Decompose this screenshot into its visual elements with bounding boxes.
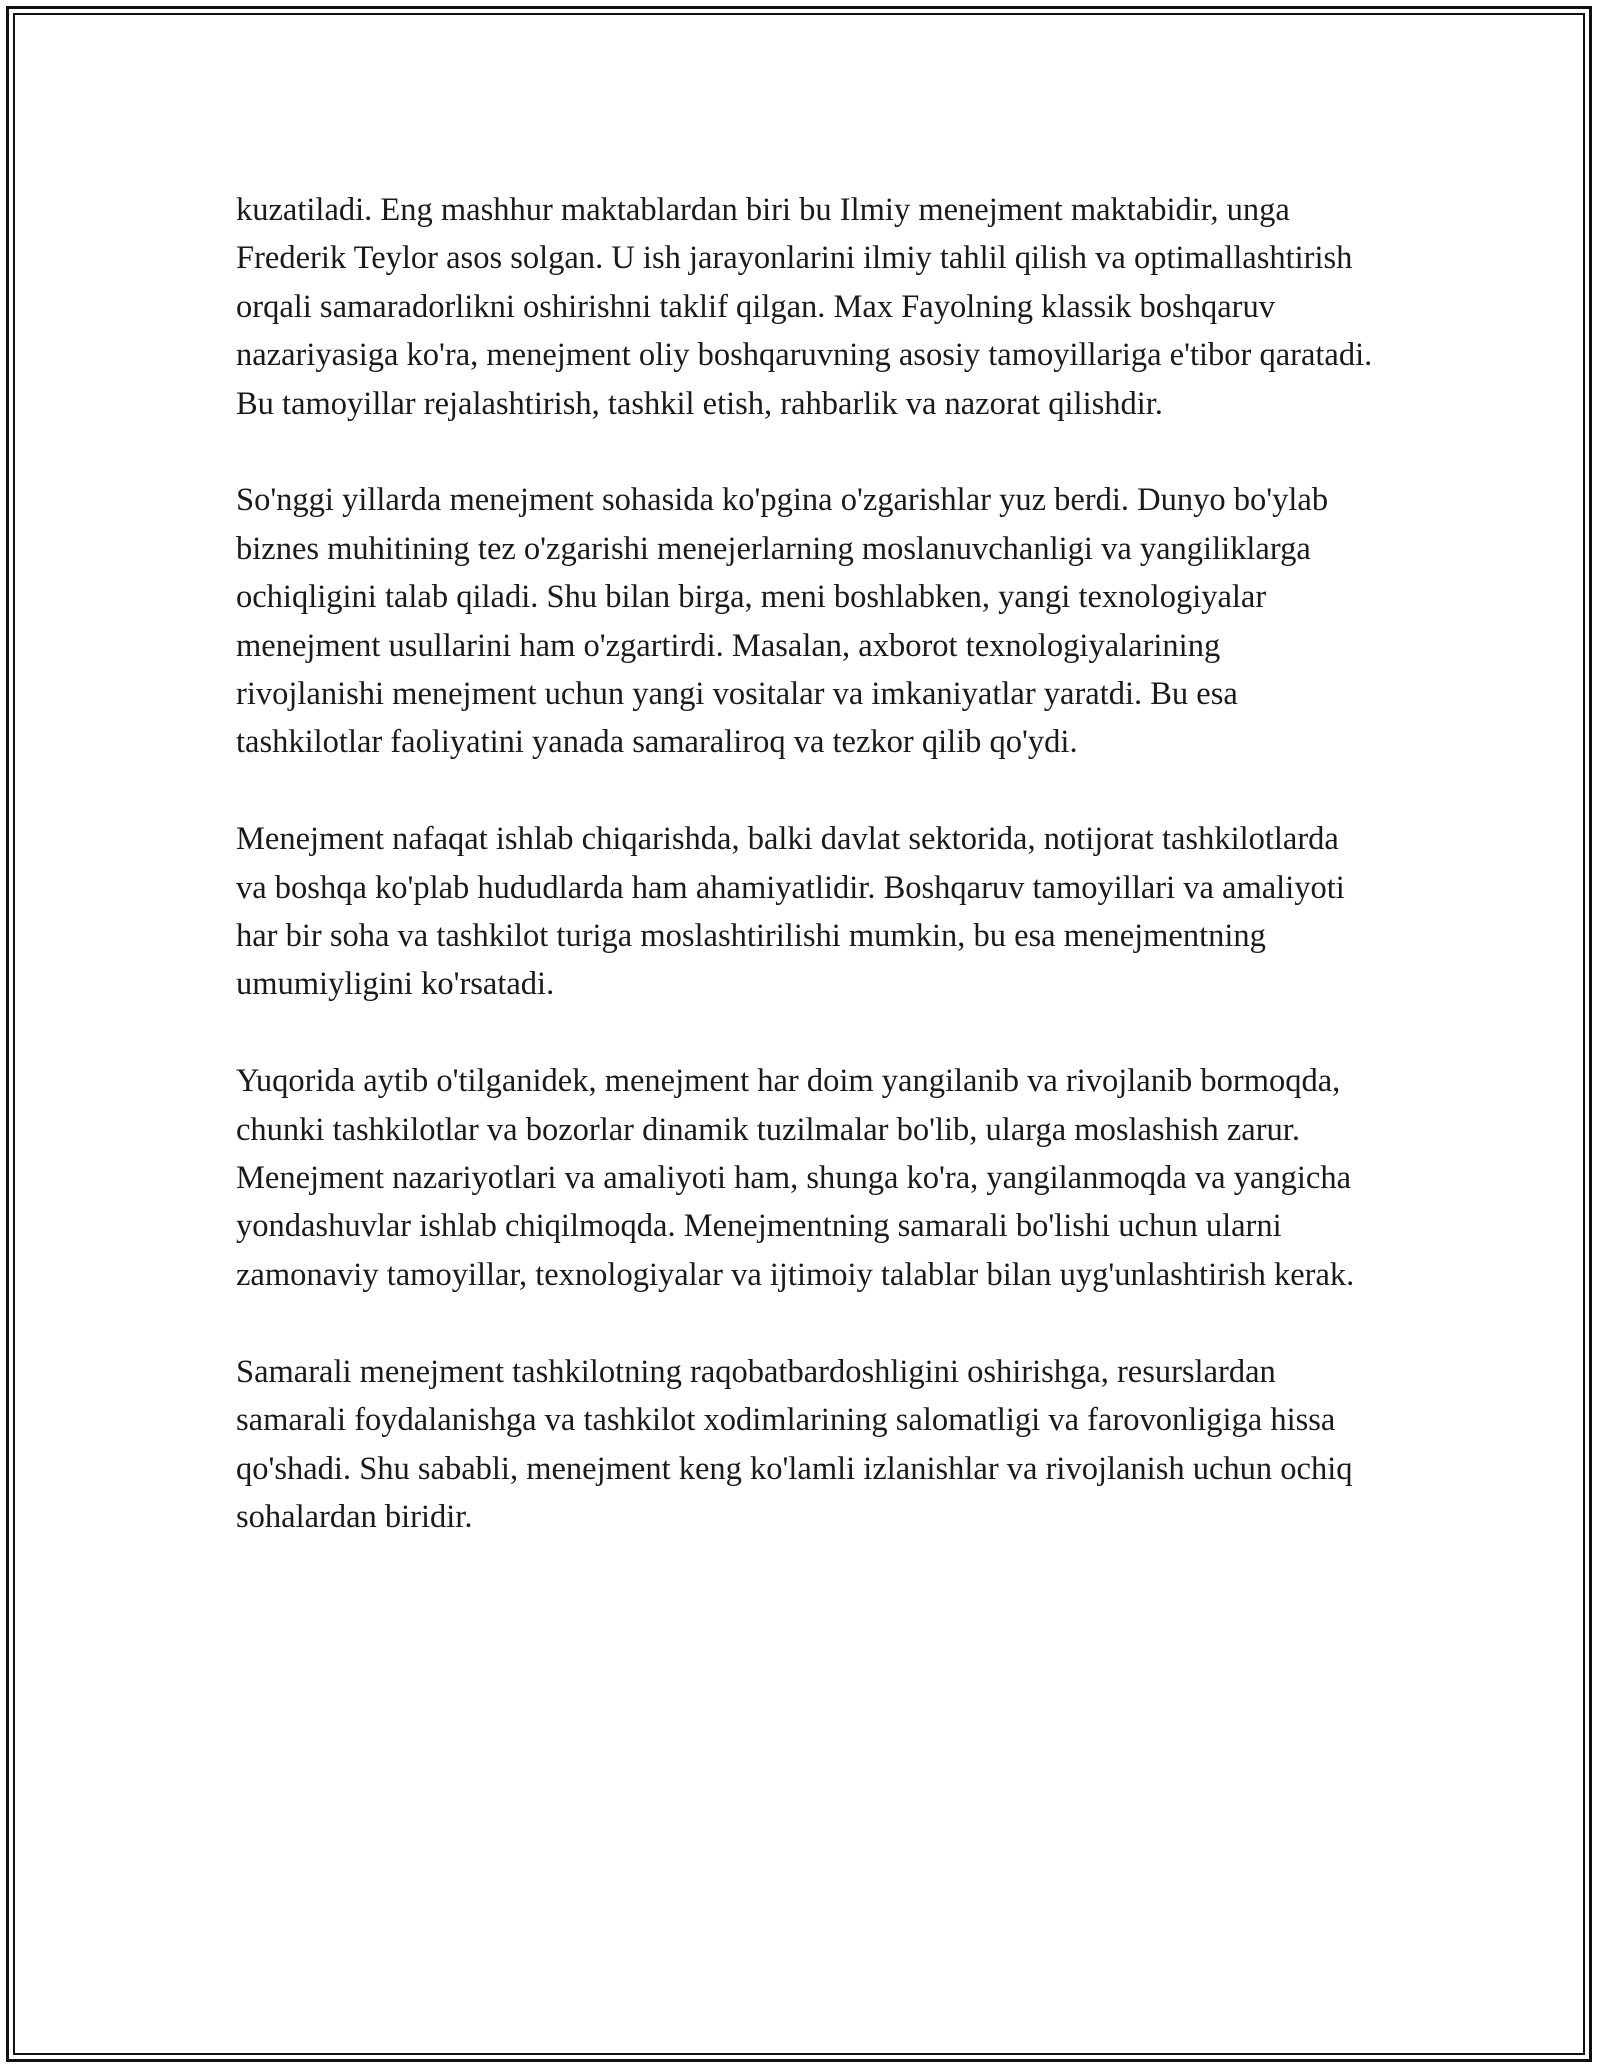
paragraph-3: Menejment nafaqat ishlab chiqarishda, balki davlat sektorida, notijorat tashkilotlarda va boshqa ko'plab hududlarda ham ahamiyatlidir. Boshqaruv tamoyillari va amaliyoti har bir soha va tashkilot turiga moslashtirilishi mumkin, bu esa menejmentning umumiyligini ko'rsatadi.: [236, 821, 1345, 1003]
document-body: [236, 186, 1376, 1590]
paragraph-4: Yuqorida aytib o'tilganidek, menejment har doim yangilanib va rivojlanib bormoqda, chunki tashkilotlar va bozorlar dinamik tuzilmalar bo'lib, ularga moslashish zarur. Menejment nazariyotlari va amaliyoti ham, shunga ko'ra, yangilanmoqda va yangicha yondashuvlar ishlab chiqilmoqda. Menejmentning samarali bo'lishi uchun ularni zamonaviy tamoyillar, texnologiyalar va ijtimoiy talablar bilan uyg'unlashtirish kerak.: [236, 1063, 1355, 1293]
paragraph-1: kuzatiladi. Eng mashhur maktablardan biri bu Ilmiy menejment maktabidir, unga Frederik Teylor asos solgan. U ish jarayonlarini ilmiy tahlil qilish va optimallashtirish orqali samaradorlikni oshirishni taklif qilgan. Max Fayolning klassik boshqaruv nazariyasiga ko'ra, menejment oliy boshqaruvning asosiy tamoyillariga e'tibor qaratadi. Bu tamoyillar rejalashtirish, tashkil etish, rahbarlik va nazorat qilishdir.: [236, 192, 1373, 422]
paragraph-2: So'nggi yillarda menejment sohasida ko'pgina o'zgarishlar yuz berdi. Dunyo bo'ylab biznes muhitining tez o'zgarishi menejerlarning moslanuvchanligi va yangiliklarga ochiqligini talab qiladi. Shu bilan birga, meni boshlabken, yangi texnologiyalar menejment usullarini ham o'zgartirdi. Masalan, axborot texnologiyalarining rivojlanishi menejment uchun yangi vositalar va imkaniyatlar yaratdi. Bu esa tashkilotlar faoliyatini yanada samaraliroq va tezkor qilib qo'ydi.: [236, 482, 1329, 761]
paragraph-5: Samarali menejment tashkilotning raqobatbardoshligini oshirishga, resurslardan samarali foydalanishga va tashkilot xodimlarining salomatligi va farovonligiga hissa qo'shadi. Shu sababli, menejment keng ko'lamli izlanishlar va rivojlanish uchun ochiq sohalardan biridir.: [236, 1353, 1353, 1535]
